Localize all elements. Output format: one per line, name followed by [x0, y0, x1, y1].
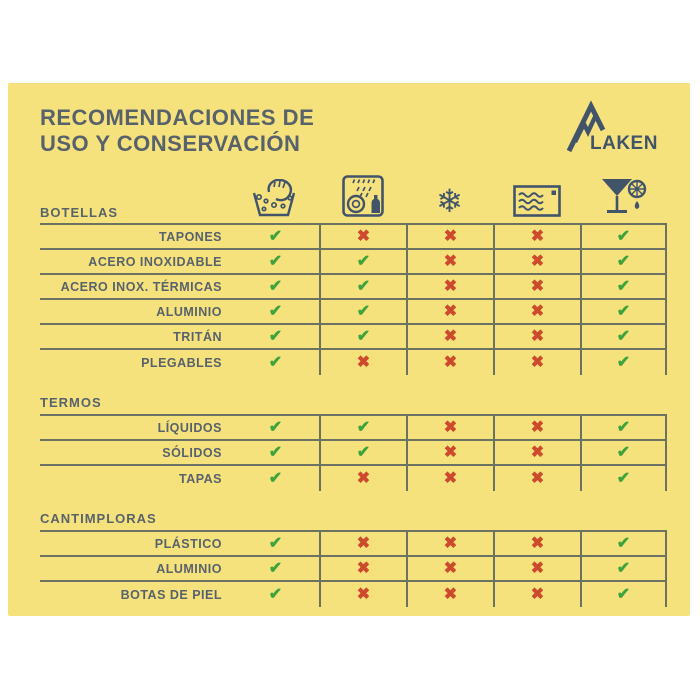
mark-cell: [319, 325, 406, 348]
mark-cell: [580, 416, 667, 439]
mark-cell: [406, 250, 493, 273]
check-icon: ✔: [616, 469, 631, 487]
cross-icon: ✖: [530, 252, 545, 270]
mark-cell: [406, 582, 493, 607]
mark-cell: [319, 582, 406, 607]
table-row: [40, 441, 667, 466]
column-header-dishwasher: [319, 175, 406, 223]
column-header-microwave: [493, 185, 580, 223]
mark-cell: [406, 416, 493, 439]
cocktail-icon: [600, 177, 648, 217]
mark-cell: [232, 441, 319, 464]
check-icon: ✔: [616, 534, 631, 552]
title-line-1: RECOMENDACIONES DE: [40, 105, 315, 130]
cross-icon: ✖: [530, 327, 545, 345]
check-icon: ✔: [268, 443, 283, 461]
row-label: PLÁSTICO: [154, 536, 222, 551]
table-row: [40, 557, 667, 582]
mark-cell: [319, 466, 406, 491]
freezer-icon: ❄: [436, 183, 463, 219]
cross-icon: ✖: [530, 585, 545, 603]
mark-cell: [319, 225, 406, 248]
mark-cell: [580, 225, 667, 248]
mark-cell: [493, 225, 580, 248]
mark-cell: [406, 350, 493, 375]
mark-cell: [319, 275, 406, 298]
mark-cell: [232, 325, 319, 348]
check-icon: ✔: [616, 302, 631, 320]
cross-icon: ✖: [530, 443, 545, 461]
mark-cell: [580, 325, 667, 348]
check-icon: ✔: [616, 327, 631, 345]
mark-cell: [319, 532, 406, 555]
page-title: [40, 105, 314, 157]
check-icon: ✔: [268, 585, 283, 603]
table-row: [40, 350, 667, 375]
check-icon: ✔: [616, 585, 631, 603]
rows-termos: [40, 416, 667, 491]
mark-cell: [493, 275, 580, 298]
mark-cell: [580, 466, 667, 491]
check-icon: ✔: [616, 353, 631, 371]
hand-wash-icon: [252, 179, 300, 217]
mark-cell: [232, 225, 319, 248]
cross-icon: ✖: [443, 252, 458, 270]
cross-icon: ✖: [356, 559, 371, 577]
check-icon: ✔: [356, 327, 371, 345]
cross-icon: ✖: [356, 469, 371, 487]
cross-icon: ✖: [443, 559, 458, 577]
row-label: TAPONES: [159, 229, 222, 244]
mark-cell: [232, 275, 319, 298]
rows-botellas: [40, 225, 667, 375]
check-icon: ✔: [356, 277, 371, 295]
check-icon: ✔: [268, 469, 283, 487]
cross-icon: ✖: [356, 353, 371, 371]
mark-cell: [406, 441, 493, 464]
check-icon: ✔: [356, 252, 371, 270]
mark-cell: [580, 275, 667, 298]
care-table: [40, 172, 667, 607]
row-label: ALUMINIO: [156, 304, 222, 319]
mark-cell: [319, 300, 406, 323]
column-header-hand-wash: [232, 179, 319, 223]
check-icon: ✔: [616, 277, 631, 295]
check-icon: ✔: [616, 418, 631, 436]
mark-cell: [493, 300, 580, 323]
mark-cell: [493, 325, 580, 348]
mark-cell: [580, 250, 667, 273]
mark-cell: [232, 250, 319, 273]
section-label-botellas: BOTELLAS: [40, 205, 119, 220]
check-icon: ✔: [268, 327, 283, 345]
cross-icon: ✖: [530, 559, 545, 577]
mark-cell: [493, 532, 580, 555]
cross-icon: ✖: [443, 227, 458, 245]
mark-cell: [580, 532, 667, 555]
row-label: ACERO INOX. TÉRMICAS: [60, 279, 222, 294]
row-label: ALUMINIO: [156, 561, 222, 576]
check-icon: ✔: [268, 227, 283, 245]
mark-cell: [319, 250, 406, 273]
mark-cell: [493, 250, 580, 273]
rows-cantimploras: [40, 532, 667, 607]
cross-icon: ✖: [443, 327, 458, 345]
mark-cell: [232, 582, 319, 607]
mark-cell: [580, 582, 667, 607]
check-icon: ✔: [268, 559, 283, 577]
mark-cell: [406, 532, 493, 555]
cross-icon: ✖: [443, 534, 458, 552]
check-icon: ✔: [356, 302, 371, 320]
cross-icon: ✖: [356, 227, 371, 245]
mark-cell: [493, 441, 580, 464]
table-row: [40, 275, 667, 300]
check-icon: ✔: [268, 418, 283, 436]
mark-cell: [406, 466, 493, 491]
cross-icon: ✖: [443, 353, 458, 371]
mark-cell: [493, 557, 580, 580]
table-header-row: [40, 172, 667, 225]
mark-cell: [232, 350, 319, 375]
mark-cell: [580, 557, 667, 580]
dishwasher-icon: [342, 175, 384, 217]
table-row: [40, 416, 667, 441]
section-label-cantimploras: CANTIMPLORAS: [40, 509, 667, 532]
check-icon: ✔: [616, 443, 631, 461]
table-row: [40, 250, 667, 275]
cross-icon: ✖: [443, 469, 458, 487]
mark-cell: [319, 350, 406, 375]
cross-icon: ✖: [530, 353, 545, 371]
cross-icon: ✖: [443, 443, 458, 461]
row-label: TRITÁN: [173, 329, 222, 344]
mark-cell: [580, 441, 667, 464]
mark-cell: [232, 557, 319, 580]
brand-logo: [562, 91, 666, 157]
row-label: ACERO INOXIDABLE: [88, 254, 222, 269]
title-line-2: USO Y CONSERVACIÓN: [40, 131, 301, 156]
table-row: [40, 300, 667, 325]
mark-cell: [406, 300, 493, 323]
mark-cell: [232, 532, 319, 555]
mark-cell: [232, 416, 319, 439]
check-icon: ✔: [616, 227, 631, 245]
row-label: LÍQUIDOS: [157, 420, 222, 435]
mark-cell: [493, 350, 580, 375]
cross-icon: ✖: [530, 418, 545, 436]
cross-icon: ✖: [530, 534, 545, 552]
mark-cell: [406, 225, 493, 248]
row-label: SÓLIDOS: [162, 445, 222, 460]
cross-icon: ✖: [530, 277, 545, 295]
mark-cell: [493, 466, 580, 491]
mark-cell: [319, 441, 406, 464]
row-label: TAPAS: [178, 471, 222, 486]
table-row: [40, 225, 667, 250]
column-header-freezer: [406, 185, 493, 223]
row-label: BOTAS DE PIEL: [120, 587, 222, 602]
mark-cell: [319, 557, 406, 580]
table-row: [40, 325, 667, 350]
table-row: [40, 582, 667, 607]
mark-cell: [406, 275, 493, 298]
cross-icon: ✖: [356, 585, 371, 603]
mark-cell: [493, 582, 580, 607]
brand-name: LAKEN: [590, 133, 658, 154]
check-icon: ✔: [268, 534, 283, 552]
cross-icon: ✖: [356, 534, 371, 552]
cross-icon: ✖: [530, 302, 545, 320]
check-icon: ✔: [616, 252, 631, 270]
mark-cell: [580, 350, 667, 375]
table-row: [40, 532, 667, 557]
check-icon: ✔: [268, 353, 283, 371]
check-icon: ✔: [268, 277, 283, 295]
mark-cell: [580, 300, 667, 323]
recommendations-card: [8, 83, 690, 616]
check-icon: ✔: [268, 252, 283, 270]
cross-icon: ✖: [530, 469, 545, 487]
check-icon: ✔: [356, 418, 371, 436]
mark-cell: [406, 325, 493, 348]
check-icon: ✔: [356, 443, 371, 461]
cross-icon: ✖: [443, 418, 458, 436]
section-label-termos: TERMOS: [40, 393, 667, 416]
cross-icon: ✖: [530, 227, 545, 245]
mark-cell: [232, 300, 319, 323]
mark-cell: [493, 416, 580, 439]
check-icon: ✔: [268, 302, 283, 320]
microwave-icon: [513, 185, 561, 217]
column-header-drinks: [580, 177, 667, 223]
check-icon: ✔: [616, 559, 631, 577]
mark-cell: [406, 557, 493, 580]
cross-icon: ✖: [443, 585, 458, 603]
cross-icon: ✖: [443, 302, 458, 320]
mark-cell: [319, 416, 406, 439]
mark-cell: [232, 466, 319, 491]
table-row: [40, 466, 667, 491]
row-label: PLEGABLES: [141, 355, 222, 370]
cross-icon: ✖: [443, 277, 458, 295]
